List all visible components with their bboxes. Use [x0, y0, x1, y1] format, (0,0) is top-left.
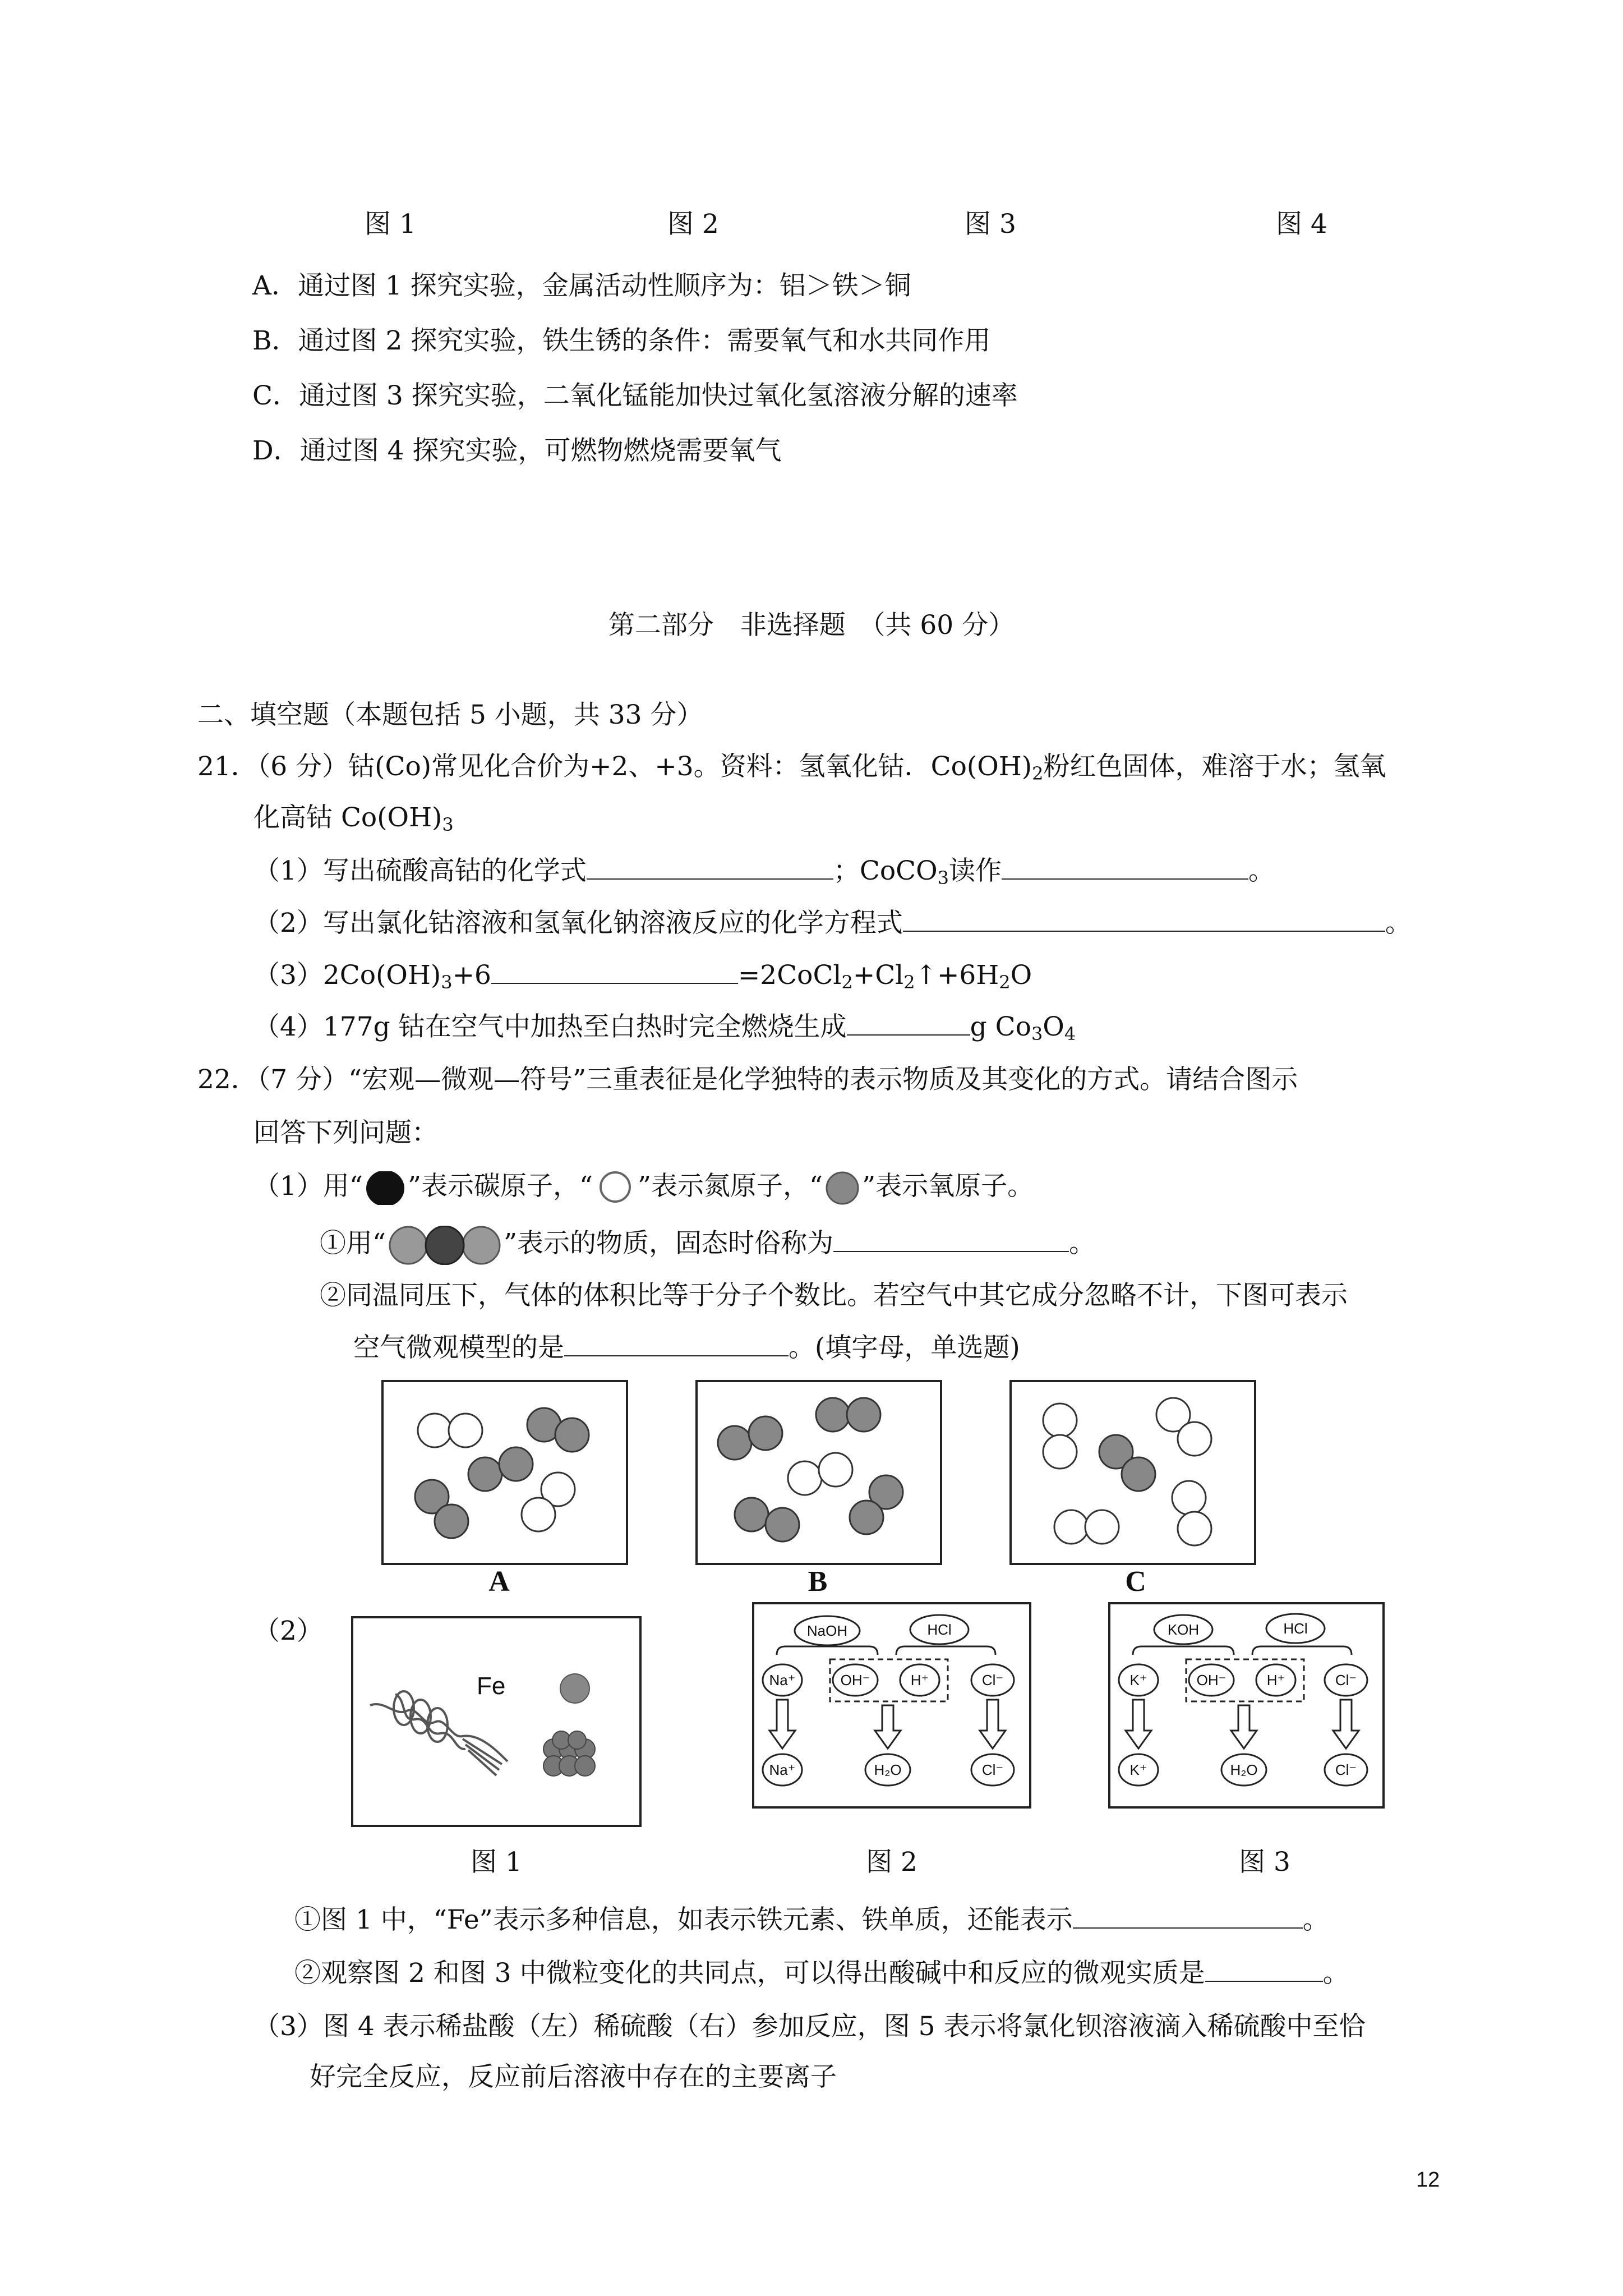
carbon-atom-icon: [363, 1171, 408, 1205]
answer-blank[interactable]: [847, 1010, 970, 1036]
fig-label-3: 图 3: [1239, 1847, 1290, 1878]
box-label-c: C: [1125, 1566, 1146, 1598]
fig2-acid: HCl: [927, 1621, 952, 1638]
fig2-ion-bottom-3: Cl⁻: [981, 1761, 1004, 1778]
section-title: 二、填空题（本题包括 5 小题，共 33 分）: [197, 700, 703, 730]
q21-part4: （4）177g 钴在空气中加热至白热时完全燃烧生成 g $Co_3O_4$: [253, 1010, 1076, 1044]
fig3-ion-top-3: H⁺: [1266, 1672, 1285, 1688]
answer-blank[interactable]: [587, 854, 833, 880]
answer-blank[interactable]: [1205, 1956, 1323, 1982]
fig3-acid: HCl: [1283, 1620, 1308, 1637]
q22-line2: 回答下列问题：: [253, 1117, 438, 1148]
fig3-ion-bottom-1: K⁺: [1129, 1761, 1147, 1778]
answer-blank[interactable]: [903, 906, 1385, 932]
fig3-ion-bottom-3: Cl⁻: [1335, 1761, 1357, 1778]
air-model-box-a[interactable]: [381, 1380, 628, 1565]
box-label-b: B: [808, 1566, 828, 1598]
naoh-hcl-figure: [751, 1602, 1032, 1809]
answer-blank[interactable]: [833, 1226, 1069, 1252]
top-fig-label-3: 图 3: [965, 209, 1016, 240]
part-title: 第二部分 非选择题 （共 60 分）: [608, 610, 1015, 641]
box-label-a: A: [488, 1566, 510, 1598]
q22-line1: 22．（7 分）“宏观—微观—符号”三重表征是化学独特的表示物质及其变化的方式。请结合图示: [197, 1064, 1298, 1095]
q22-sub2-line2: 空气微观模型的是 。(填字母，单选题): [353, 1331, 1020, 1365]
co2-molecule-icon: [386, 1226, 504, 1265]
q22-part3-line1: （3）图 4 表示稀盐酸（左）稀硫酸（右）参加反应，图 5 表示将氯化钡溶液滴入稀硫酸中至恰: [253, 2011, 1366, 2042]
fig3-ion-bottom-2: H₂O: [1230, 1761, 1258, 1778]
q22-part2-label: （2）: [253, 1616, 323, 1646]
q22-sub1: ①用“ ”表示的物质，固态时俗称为 。: [320, 1226, 1095, 1265]
fig2-ion-bottom-2: H₂O: [874, 1761, 902, 1778]
fig2-ion-top-3: H⁺: [910, 1672, 929, 1688]
q22-sub2-line1: ②同温同压下，气体的体积比等于分子个数比。若空气中其它成分忽略不计，下图可表示: [320, 1280, 1348, 1311]
fig2-base: NaOH: [806, 1622, 848, 1639]
q21-part2: （2）写出氯化钴溶液和氢氧化钠溶液反应的化学方程式 。: [253, 906, 1412, 940]
fig-label-1: 图 1: [471, 1847, 522, 1878]
top-fig-label-1: 图 1: [365, 209, 416, 240]
fe-figure: [351, 1616, 642, 1829]
answer-blank[interactable]: [1073, 1903, 1303, 1929]
nitrogen-atom-icon: [593, 1171, 638, 1205]
top-fig-label-2: 图 2: [667, 209, 719, 240]
q21-line2: 化高钴 $Co(OH)_3$: [253, 802, 454, 835]
air-model-box-c[interactable]: [1009, 1380, 1256, 1565]
q21-part1: （1）写出硫酸高钴的化学式 ；CoCO$_3$读作 。: [253, 854, 1275, 888]
page-number: 12: [1416, 2168, 1440, 2192]
top-fig-label-4: 图 4: [1276, 209, 1327, 240]
answer-blank[interactable]: [564, 1331, 789, 1356]
koh-hcl-figure: [1108, 1602, 1385, 1809]
oxygen-atom-icon: [823, 1171, 862, 1205]
q22-c1: ①图 1 中，“Fe”表示多种信息，如表示铁元素、铁单质，还能表示 。: [294, 1903, 1329, 1937]
q22-part1: （1）用“ ”表示碳原子，“ ”表示氮原子，“ ”表示氧原子。: [253, 1170, 1034, 1205]
option-a: A．通过图 1 探究实验，金属活动性顺序为：铝＞铁＞铜: [252, 270, 911, 301]
option-b: B．通过图 2 探究实验，铁生锈的条件：需要氧气和水共同作用: [252, 325, 991, 356]
fig3-ion-top-4: Cl⁻: [1335, 1672, 1357, 1688]
fig2-ion-top-1: Na⁺: [769, 1672, 796, 1688]
q22-part3-line2: 好完全反应，反应前后溶液中存在的主要离子: [310, 2062, 837, 2092]
q21-part3: $(3)2Co(OH)_3+6$ $=2CoCl_2+Cl_2↑+6H_2O$: [253, 958, 1032, 992]
fig2-ion-top-4: Cl⁻: [981, 1672, 1004, 1688]
q22-c2: ②观察图 2 和图 3 中微粒变化的共同点，可以得出酸碱中和反应的微观实质是 。: [294, 1956, 1349, 1990]
option-c: C．通过图 3 探究实验，二氧化锰能加快过氧化氢溶液分解的速率: [252, 380, 1018, 411]
fig2-ion-bottom-1: Na⁺: [769, 1761, 796, 1778]
air-model-box-b[interactable]: [695, 1380, 942, 1565]
fig-label-2: 图 2: [866, 1847, 917, 1878]
fig3-base: KOH: [1167, 1621, 1200, 1638]
q21-line1: 21．（6 分）钴(Co)常见化合价为+2、+3。资料：氢氧化钴．$Co(OH)_2$粉红色固体，难溶于水；氢氧: [197, 751, 1386, 784]
option-d: D．通过图 4 探究实验，可燃物燃烧需要氧气: [252, 435, 782, 466]
answer-blank[interactable]: [491, 958, 738, 984]
answer-blank[interactable]: [1002, 854, 1248, 880]
fig3-ion-top-2: OH⁻: [1196, 1672, 1227, 1688]
fig3-ion-top-1: K⁺: [1129, 1672, 1147, 1688]
fe-symbol: Fe: [477, 1672, 506, 1700]
fig2-ion-top-2: OH⁻: [840, 1672, 870, 1688]
